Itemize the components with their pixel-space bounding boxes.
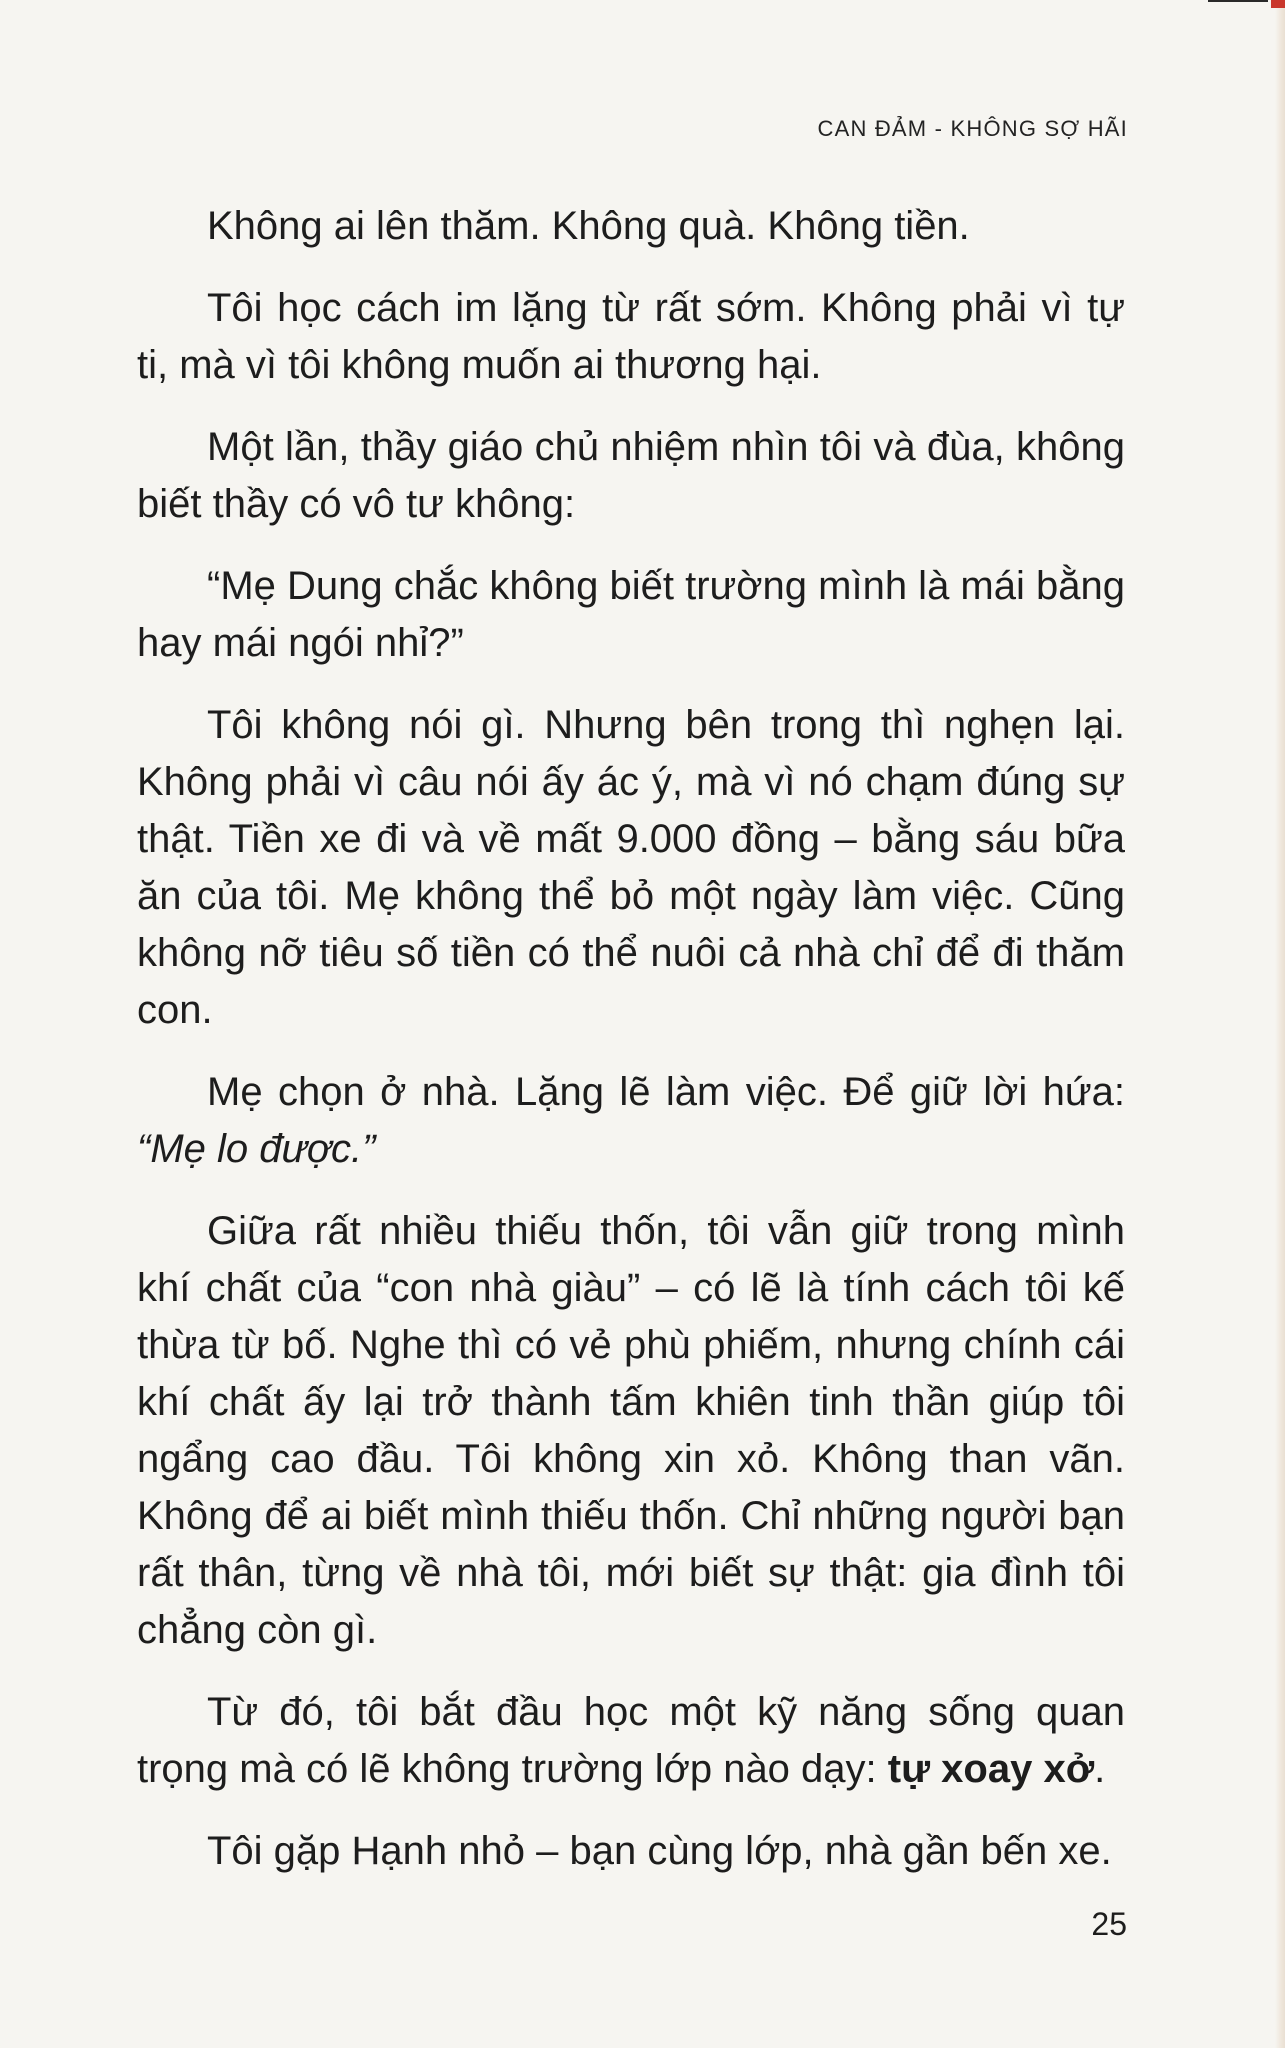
paragraph-8: [137, 1684, 1125, 1798]
page-edge-color-mark: [1271, 0, 1285, 8]
paragraph-7: Giữa rất nhiều thiếu thốn, tôi vẫn giữ trong mình khí chất của “con nhà giàu” – có lẽ là tính cách tôi kế thừa từ bố. Nghe thì có vẻ phù phiếm, nhưng chính cái khí chất ấy lại trở thành tấm khiên tinh thần giúp tôi ngẩng cao đầu. Tôi không xin xỏ. Không than vãn. Không để ai biết mình thiếu thốn. Chỉ những người bạn rất thân, từng về nhà tôi, mới biết sự thật: gia đình tôi chẳng còn gì.: [137, 1209, 1125, 1652]
paragraph-6: [137, 1064, 1125, 1178]
paragraph-8-bold-phrase: tự xoay xở: [887, 1747, 1095, 1791]
paragraph-6-text: Mẹ chọn ở nhà. Lặng lẽ làm việc. Để giữ lời hứa:: [207, 1070, 1125, 1114]
paragraph-4-quote: “Mẹ Dung chắc không biết trường mình là mái bằng hay mái ngói nhỉ?”: [137, 564, 1125, 665]
paragraph-8-text: Từ đó, tôi bắt đầu học một kỹ năng sống quan trọng mà có lẽ không trường lớp nào dạy:: [137, 1690, 1125, 1791]
paragraph-2: Tôi học cách im lặng từ rất sớm. Không phải vì tự ti, mà vì tôi không muốn ai thương hại.: [137, 286, 1125, 387]
paragraph-5: Tôi không nói gì. Nhưng bên trong thì nghẹn lại. Không phải vì câu nói ấy ác ý, mà vì nó chạm đúng sự thật. Tiền xe đi và về mất 9.000 đồng – bằng sáu bữa ăn của tôi. Mẹ không thể bỏ một ngày làm việc. Cũng không nỡ tiêu số tiền có thể nuôi cả nhà chỉ để đi thăm con.: [137, 703, 1125, 1032]
paragraph-6-italic-quote: “Mẹ lo được.”: [137, 1127, 376, 1171]
paragraph-1: Không ai lên thăm. Không quà. Không tiền.: [207, 204, 970, 248]
body-text: [137, 198, 1125, 1905]
paragraph-9: Tôi gặp Hạnh nhỏ – bạn cùng lớp, nhà gần bến xe.: [207, 1829, 1112, 1873]
running-head: CAN ĐẢM - KHÔNG SỢ HÃI: [817, 116, 1128, 141]
page-edge-shading: [1275, 0, 1285, 2048]
paragraph-8-period: .: [1094, 1747, 1106, 1791]
paragraph-3: Một lần, thầy giáo chủ nhiệm nhìn tôi và đùa, không biết thầy có vô tư không:: [137, 425, 1125, 526]
top-rule-line: [1208, 0, 1268, 2]
page-number: 25: [1091, 1906, 1127, 1942]
